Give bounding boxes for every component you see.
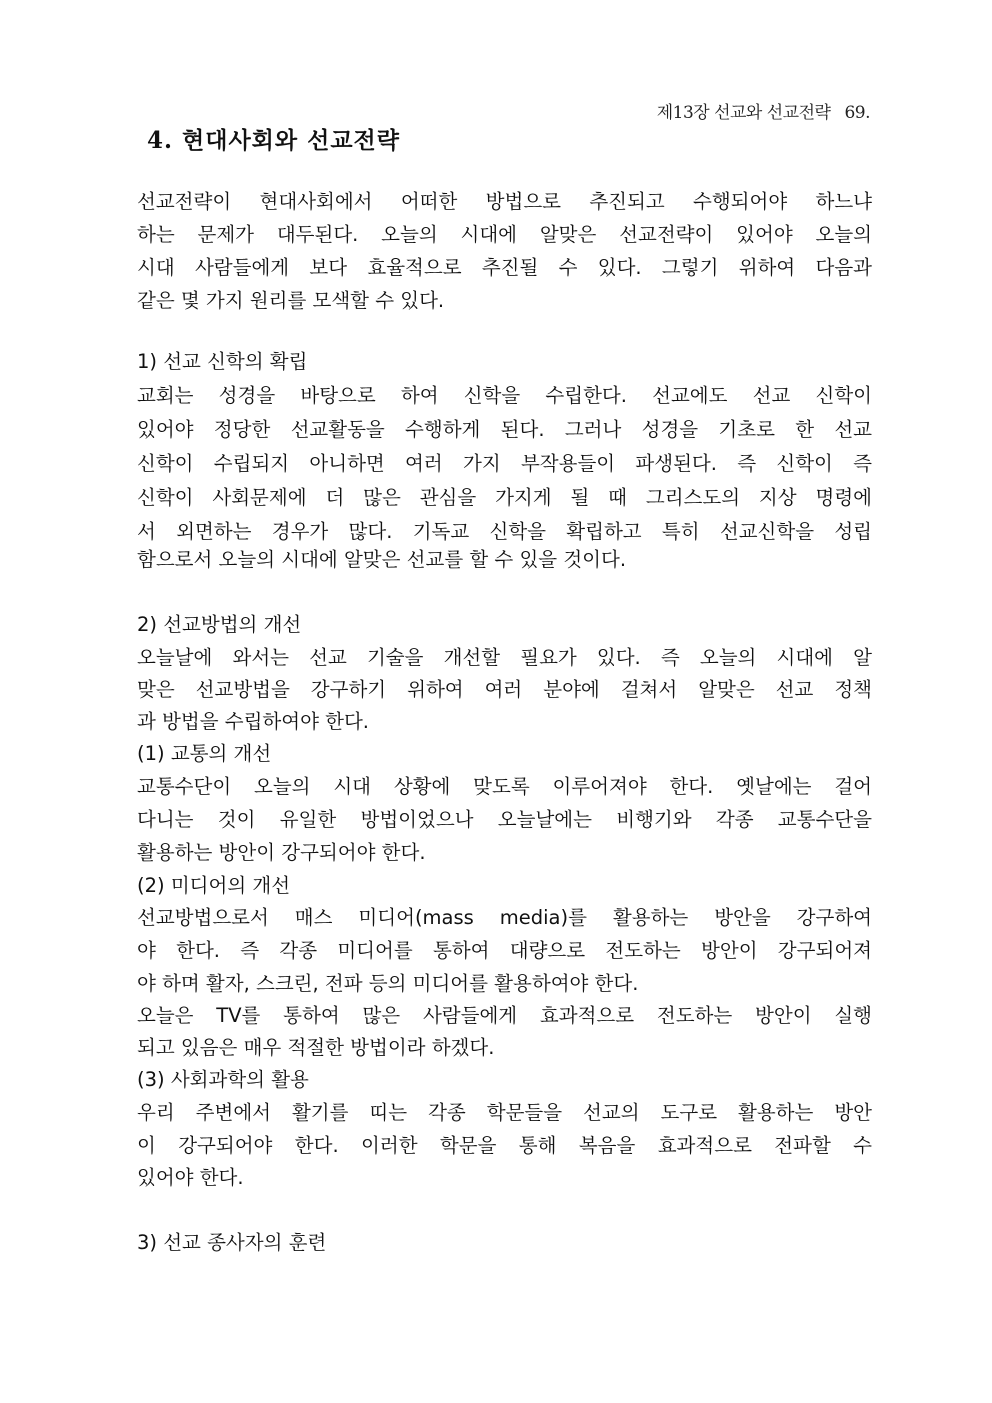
paragraph-line: 이 강구되어야 한다. 이러한 학문을 통해 복음을 효과적으로 전파할 수 — [137, 1134, 872, 1157]
paragraph-line: 우리 주변에서 활기를 띠는 각종 학문들을 선교의 도구로 활용하는 방안 — [137, 1101, 872, 1124]
paragraph-line: 있어야 한다. — [137, 1166, 244, 1189]
paragraph-line: 서 외면하는 경우가 많다. 기독교 신학을 확립하고 특히 선교신학을 성립 — [137, 520, 872, 543]
paragraph-line: 야 하며 활자, 스크린, 전파 등의 미디어를 활용하여야 한다. — [137, 972, 639, 995]
paragraph-line: 신학이 사회문제에 더 많은 관심을 가지게 될 때 그리스도의 지상 명령에 — [137, 486, 872, 509]
paragraph-line: 교통수단이 오늘의 시대 상황에 맞도록 이루어져야 한다. 옛날에는 걸어 — [137, 775, 872, 798]
item-heading-1: (1) 교통의 개선 — [137, 742, 272, 765]
intro-line: 하는 문제가 대두된다. 오늘의 시대에 알맞은 선교전략이 있어야 오늘의 — [137, 223, 872, 246]
paragraph-line: 야 한다. 즉 각종 미디어를 통하여 대량으로 전도하는 방안이 강구되어져 — [137, 939, 872, 962]
running-title: 제13장 선교와 선교전략 — [656, 103, 831, 123]
paragraph-line: 신학이 수립되지 아니하면 여러 가지 부작용들이 파생된다. 즉 신학이 즉 — [137, 452, 872, 475]
paragraph-line: 과 방법을 수립하여야 한다. — [137, 710, 370, 733]
subsection-heading-3: 3) 선교 종사자의 훈련 — [137, 1231, 327, 1254]
paragraph-line: 선교방법으로서 매스 미디어(mass media)를 활용하는 방안을 강구하여 — [137, 906, 872, 929]
paragraph-line: 오늘날에 와서는 선교 기술을 개선할 필요가 있다. 즉 오늘의 시대에 알 — [137, 646, 872, 669]
section-title: 4. 현대사회와 선교전략 — [147, 127, 400, 154]
paragraph-line: 맞은 선교방법을 강구하기 위하여 여러 분야에 걸쳐서 알맞은 선교 정책 — [137, 678, 872, 701]
subsection-heading-2: 2) 선교방법의 개선 — [137, 613, 302, 636]
item-heading-2: (2) 미디어의 개선 — [137, 874, 291, 897]
paragraph-line: 다니는 것이 유일한 방법이었으나 오늘날에는 비행기와 각종 교통수단을 — [137, 808, 872, 831]
intro-line: 같은 몇 가지 원리를 모색할 수 있다. — [137, 289, 445, 312]
subsection-heading-1: 1) 선교 신학의 확립 — [137, 350, 308, 373]
paragraph-line: 활용하는 방안이 강구되어야 한다. — [137, 841, 426, 864]
paragraph-line: 있어야 정당한 선교활동을 수행하게 된다. 그러나 성경을 기초로 한 선교 — [137, 418, 872, 441]
paragraph-line: 교회는 성경을 바탕으로 하여 신학을 수립한다. 선교에도 선교 신학이 — [137, 384, 872, 407]
intro-line: 시대 사람들에게 보다 효율적으로 추진될 수 있다. 그렇기 위하여 다음과 — [137, 256, 872, 279]
paragraph-line: 오늘은 TV를 통하여 많은 사람들에게 효과적으로 전도하는 방안이 실행 — [137, 1004, 872, 1027]
paragraph-line: 함으로서 오늘의 시대에 알맞은 선교를 할 수 있을 것이다. — [137, 548, 627, 571]
paragraph-line: 되고 있음은 매우 적절한 방법이라 하겠다. — [137, 1036, 495, 1059]
page-number: 69. — [844, 103, 870, 123]
running-header — [657, 98, 870, 123]
item-heading-3: (3) 사회과학의 활용 — [137, 1068, 309, 1091]
intro-line: 선교전략이 현대사회에서 어떠한 방법으로 추진되고 수행되어야 하느냐 — [137, 190, 872, 213]
